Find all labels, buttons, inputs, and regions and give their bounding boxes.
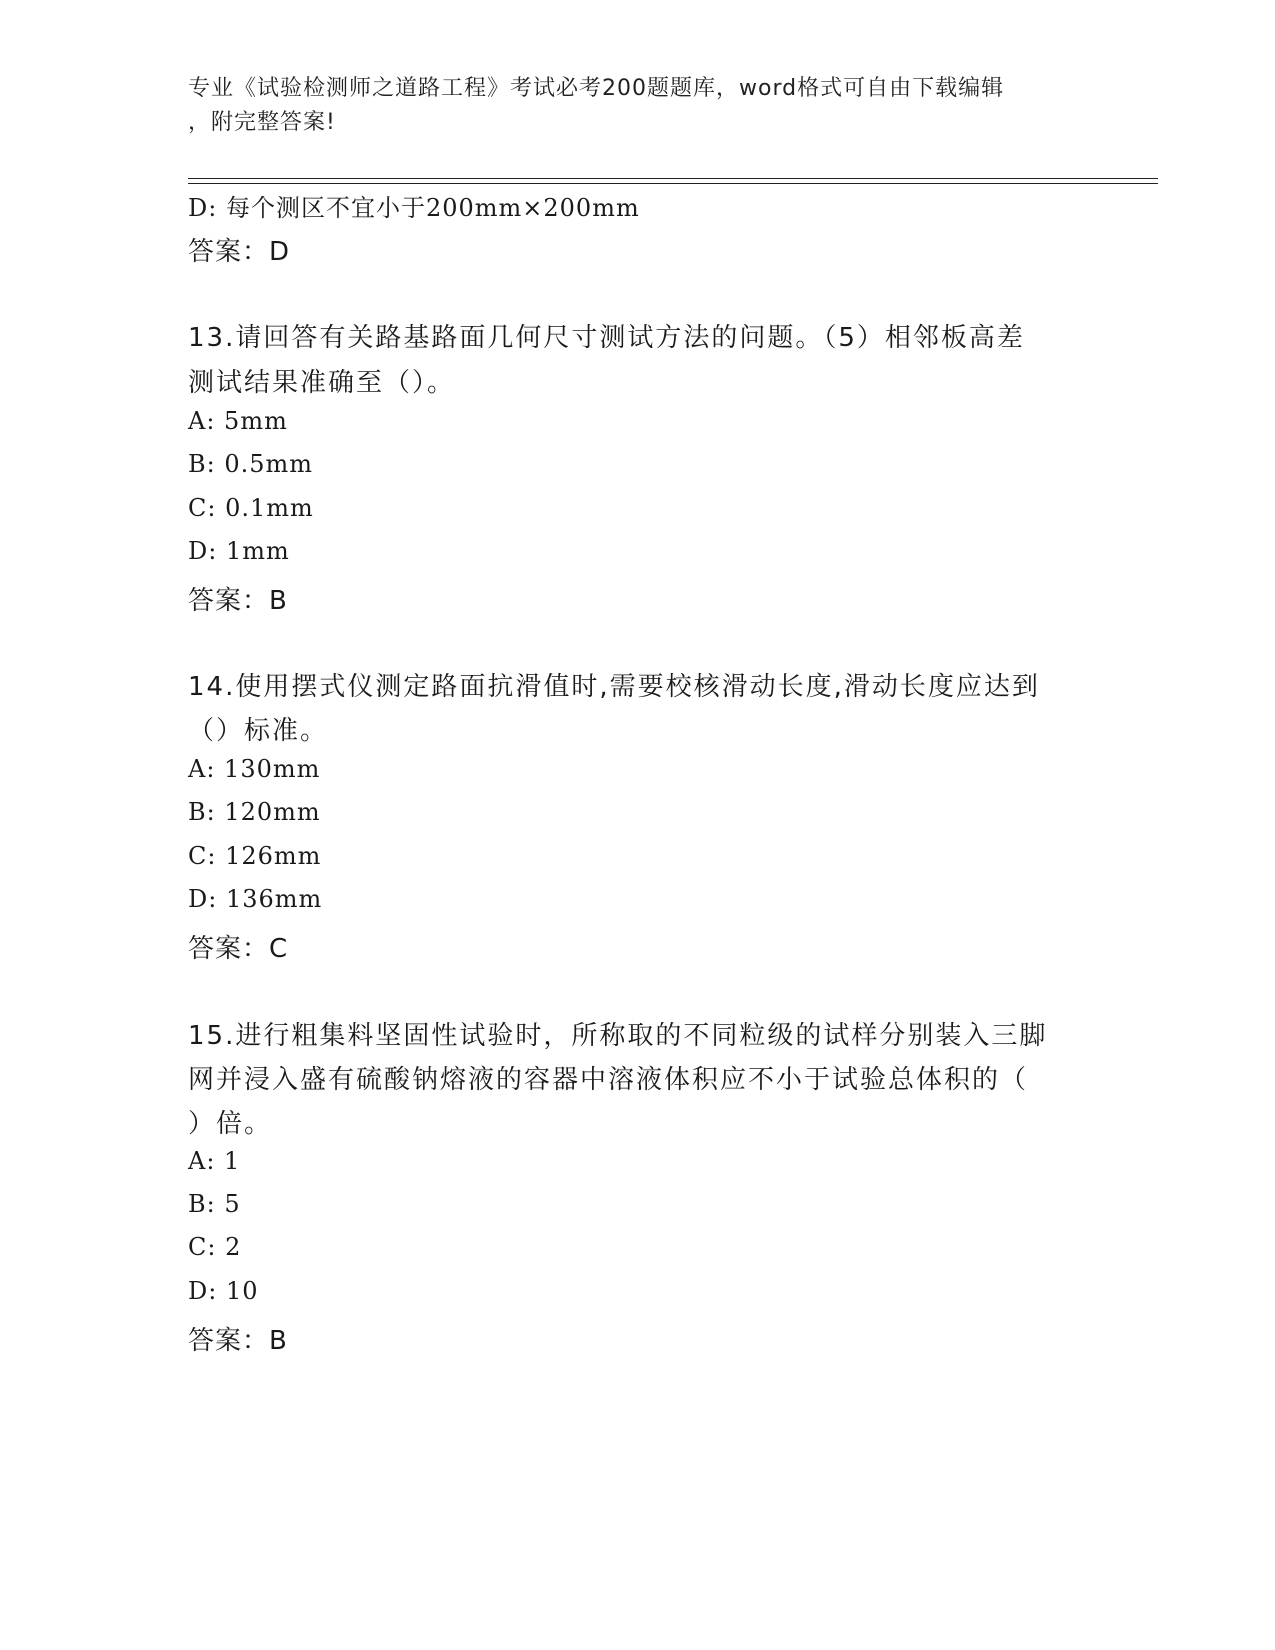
q14-stem-line-2: （）标准。 bbox=[188, 716, 329, 746]
q13-option-c: C: 0.1mm bbox=[188, 494, 314, 522]
q14-option-c: C: 126mm bbox=[188, 842, 322, 870]
q14-option-a: A: 130mm bbox=[188, 755, 321, 783]
q13-stem-line-1: 13.请回答有关路基路面几何尺寸测试方法的问题。（5）相邻板高差 bbox=[188, 323, 1025, 353]
header-divider-bottom bbox=[188, 183, 1158, 184]
q15-option-b: B: 5 bbox=[188, 1190, 241, 1218]
q12-answer: 答案：D bbox=[188, 237, 291, 267]
q15-option-c: C: 2 bbox=[188, 1233, 242, 1261]
q12-option-d: D: 每个测区不宜小于200mm×200mm bbox=[188, 194, 640, 222]
document-header bbox=[188, 72, 1068, 140]
q14-option-d: D: 136mm bbox=[188, 885, 323, 913]
q15-stem-line-1: 15.进行粗集料坚固性试验时，所称取的不同粒级的试样分别装入三脚 bbox=[188, 1021, 1048, 1051]
q15-option-a: A: 1 bbox=[188, 1147, 241, 1175]
header-title-line: 专业《试验检测师之道路工程》考试必考200题题库，word格式可自由下载编辑 bbox=[188, 76, 1005, 101]
q13-option-a: A: 5mm bbox=[188, 407, 288, 435]
q13-answer: 答案：B bbox=[188, 586, 288, 616]
q15-option-d: D: 10 bbox=[188, 1277, 259, 1305]
q14-answer: 答案：C bbox=[188, 934, 289, 964]
q15-answer: 答案：B bbox=[188, 1326, 288, 1356]
q15-stem-line-2: 网并浸入盛有硫酸钠熔液的容器中溶液体积应不小于试验总体积的（ bbox=[188, 1065, 1029, 1095]
q14-option-b: B: 120mm bbox=[188, 798, 321, 826]
q14-stem-line-1: 14.使用摆式仪测定路面抗滑值时,需要校核滑动长度,滑动长度应达到 bbox=[188, 672, 1040, 702]
header-title-continuation: ，附完整答案! bbox=[188, 110, 336, 135]
q13-option-d: D: 1mm bbox=[188, 537, 290, 565]
q13-stem-line-2: 测试结果准确至（）。 bbox=[188, 368, 456, 398]
q13-option-b: B: 0.5mm bbox=[188, 450, 314, 478]
q15-stem-line-3: ）倍。 bbox=[188, 1109, 273, 1139]
header-divider-top bbox=[188, 178, 1158, 179]
